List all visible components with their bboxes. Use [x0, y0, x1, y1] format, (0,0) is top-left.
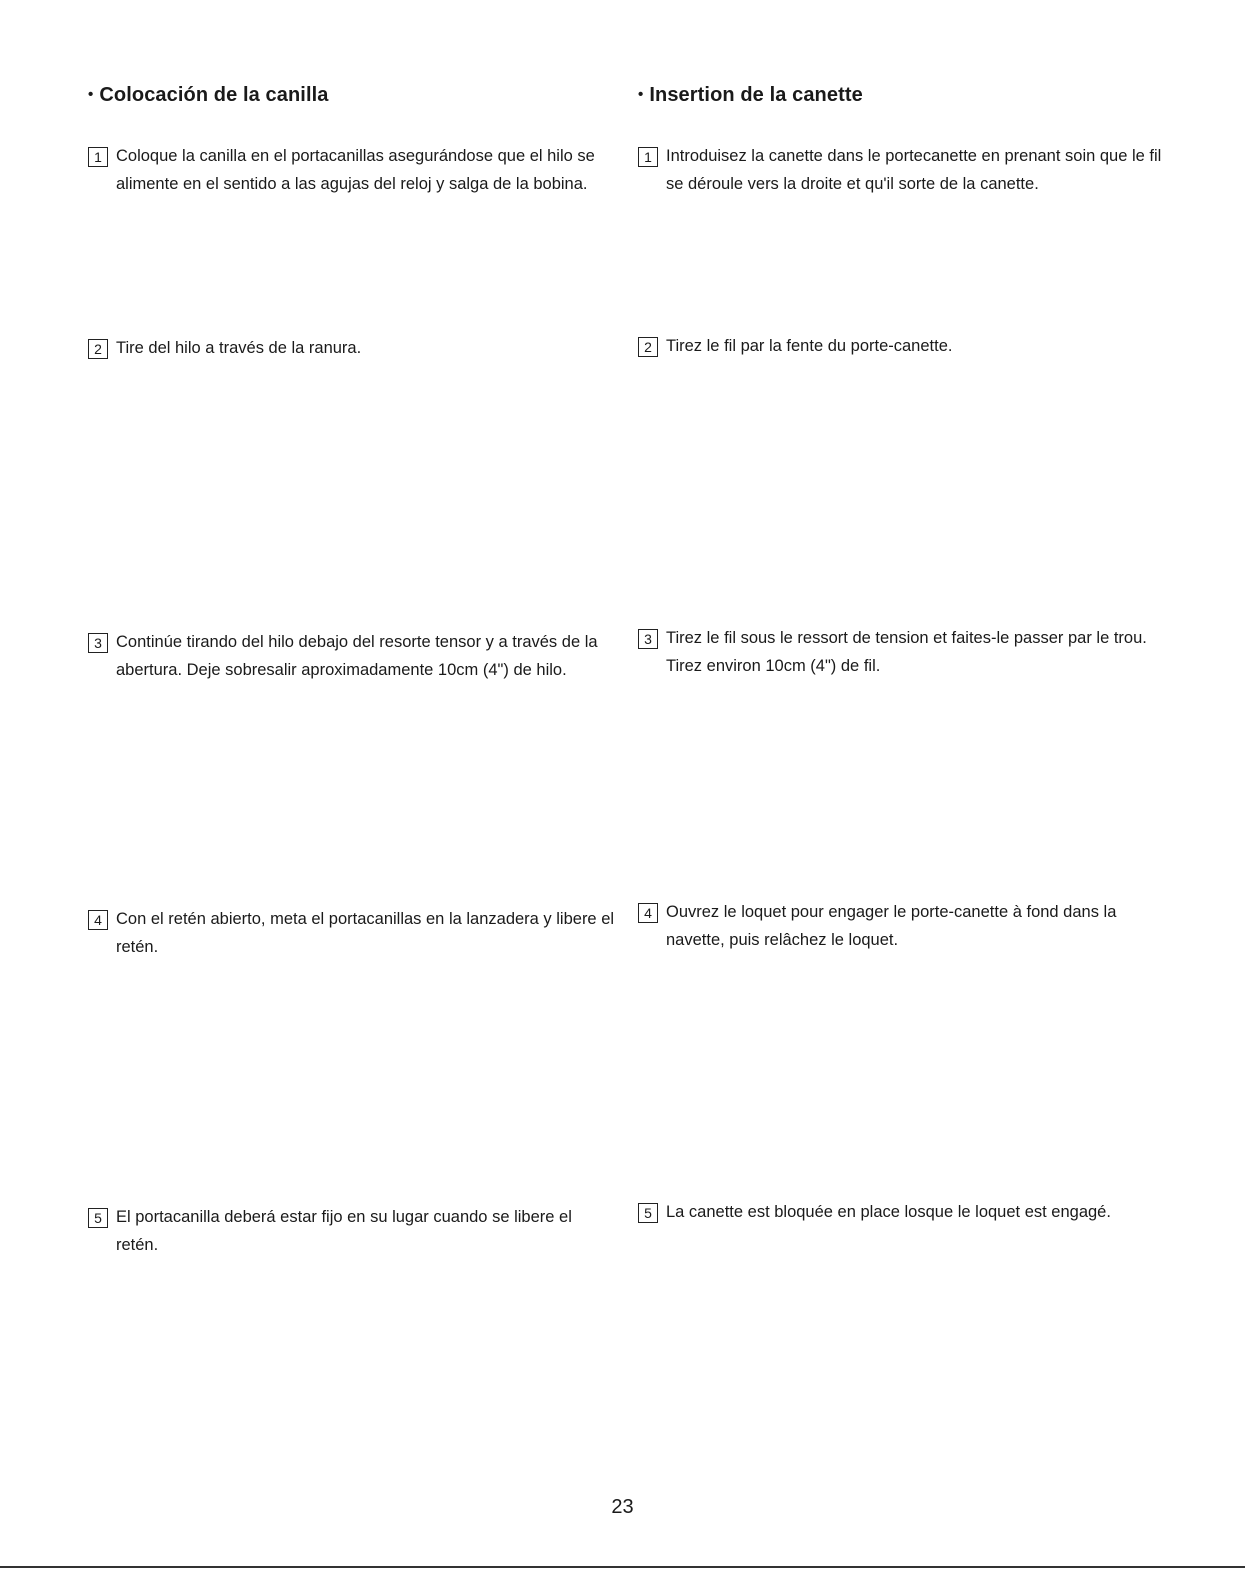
step-text: El portacanilla deberá estar fijo en su lugar cuando se libere el retén.: [116, 1208, 572, 1254]
step-number-box: 1: [88, 147, 108, 167]
step-number-box: 4: [88, 910, 108, 930]
page-number: 23: [611, 1496, 634, 1518]
french-step-2: [638, 335, 1168, 363]
step-text: Tirez le fil par la fente du porte-canette.: [666, 337, 953, 355]
french-step-3: [638, 627, 1168, 683]
step-number-box: 2: [638, 337, 658, 357]
step-number-box: 3: [88, 633, 108, 653]
spanish-step-3: [88, 631, 618, 687]
french-column: [638, 0, 1168, 1500]
step-text: Continúe tirando del hilo debajo del resorte tensor y a través de la abertura. Deje sobresalir aproximadamente 10cm (4") de hilo.: [116, 633, 598, 679]
step-text: La canette est bloquée en place losque le loquet est engagé.: [666, 1203, 1111, 1221]
spanish-step-2: [88, 337, 618, 365]
french-step-4: [638, 901, 1168, 957]
step-text: Con el retén abierto, meta el portacanillas en la lanzadera y libere el retén.: [116, 910, 615, 956]
bullet-icon: •: [638, 86, 644, 103]
spanish-column: [88, 0, 618, 1500]
step-text: Ouvrez le loquet pour engager le porte-canette à fond dans la navette, puis relâchez le loquet.: [666, 903, 1117, 949]
spanish-step-5: [88, 1206, 618, 1262]
step-number-box: 5: [638, 1203, 658, 1223]
french-step-1: [638, 145, 1168, 201]
step-number-box: 5: [88, 1208, 108, 1228]
step-number-box: 2: [88, 339, 108, 359]
step-text: Introduisez la canette dans le portecanette en prenant soin que le fil se déroule vers la droite et qu'il sorte de la canette.: [666, 147, 1162, 193]
step-text: Coloque la canilla en el portacanillas asegurándose que el hilo se alimente en el sentido a las agujas del reloj y salga de la bobina.: [116, 147, 595, 193]
spanish-step-1: [88, 145, 618, 201]
step-number-box: 1: [638, 147, 658, 167]
bullet-icon: •: [88, 86, 94, 103]
french-step-5: [638, 1201, 1168, 1229]
spanish-section-title: • Colocación de la canilla: [88, 84, 329, 106]
step-number-box: 4: [638, 903, 658, 923]
french-section-title: • Insertion de la canette: [638, 84, 863, 106]
step-text: Tirez le fil sous le ressort de tension et faites-le passer par le trou. Tirez environ 10cm (4") de fil.: [666, 629, 1147, 675]
bottom-divider: [0, 1566, 1245, 1568]
step-number-box: 3: [638, 629, 658, 649]
step-text: Tire del hilo a través de la ranura.: [116, 339, 362, 357]
spanish-step-4: [88, 908, 618, 964]
